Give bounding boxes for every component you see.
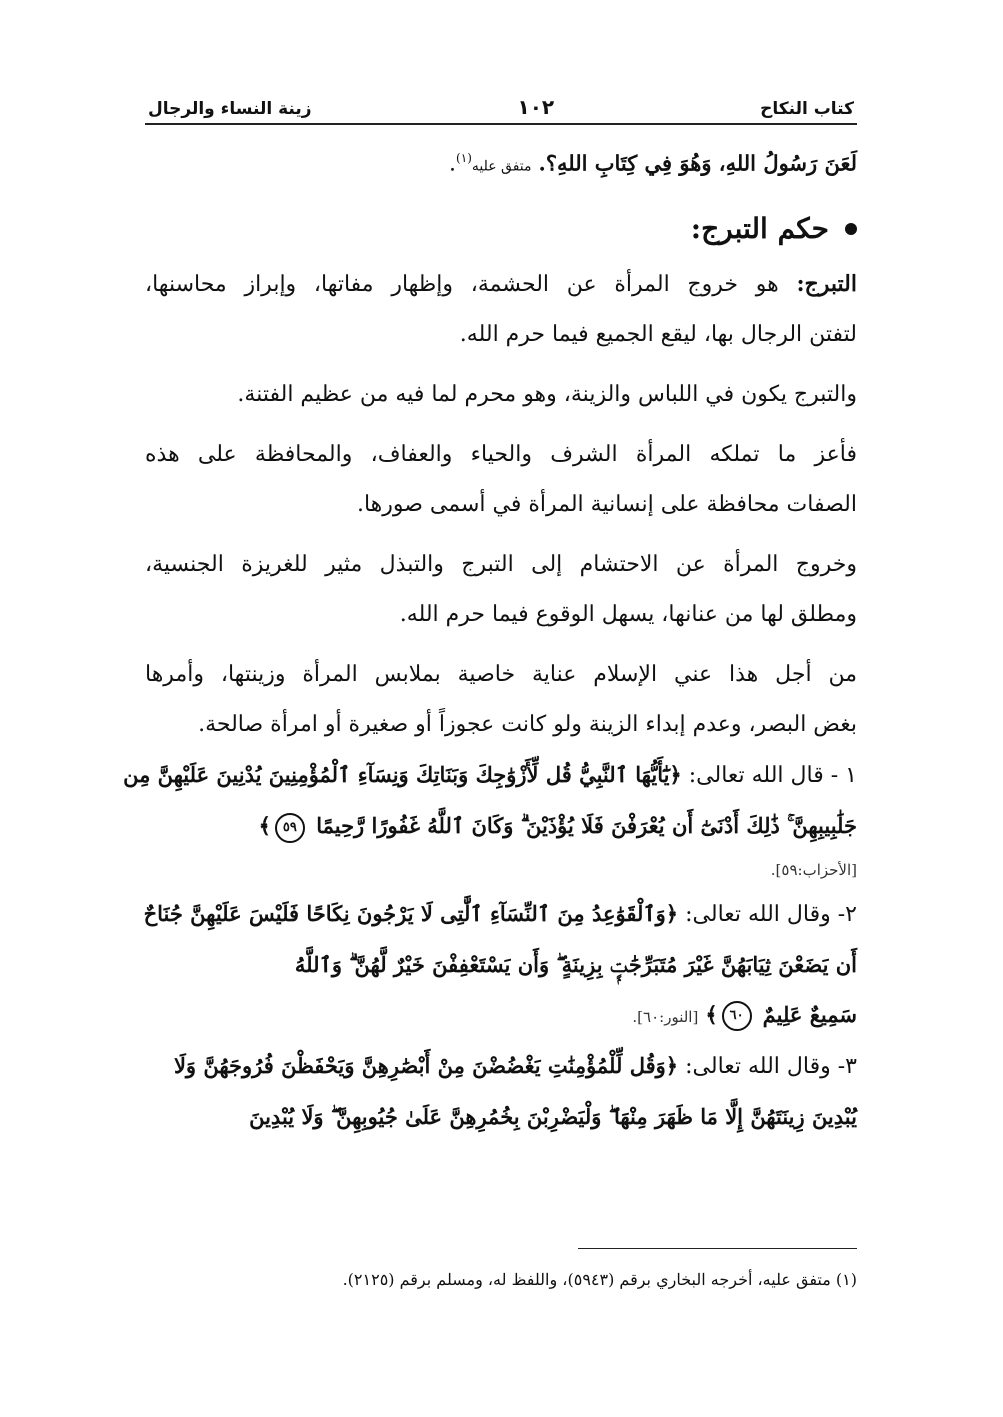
verse-line [145, 889, 857, 940]
footnote: (١) متفق عليه، أخرجه البخاري برقم (٥٩٤٣)، واللفظ له، ومسلم برقم (٢١٢٥). [342, 1270, 857, 1289]
paragraph-line: لتفتن الرجال بها، ليقع الجميع فيما حرم الله. [459, 322, 857, 348]
ayah-number-icon: ٦٠ [722, 1001, 752, 1031]
bullet-icon [845, 223, 857, 235]
opening-end: . [449, 151, 457, 177]
verse-item [123, 750, 857, 889]
verse-line [145, 1041, 857, 1092]
verse-number: ٣- [837, 1054, 857, 1080]
paragraph-definition [145, 259, 857, 360]
verse-line [123, 750, 857, 801]
verse-intro: وقال الله تعالى: [685, 1054, 831, 1080]
verse-close: ﴾ [705, 1002, 718, 1028]
header-rule [145, 123, 857, 125]
footnote-marker: (١) [456, 151, 472, 165]
opening-source: متفق عليه [471, 158, 532, 175]
verse-reference: [الأحزاب:٥٩]. [770, 861, 857, 880]
verse-text: سَمِيعٌ عَلِيمٌ [762, 1002, 857, 1028]
verse-intro: وقال الله تعالى: [685, 902, 831, 928]
verse-text: ﴿وَٱلْقَوَٰعِدُ مِنَ ٱلنِّسَآءِ ٱلَّٰتِى لَا يَرْجُونَ نِكَاحًا فَلَيْسَ عَلَيْهِنَّ جُنَاحٌ [143, 901, 679, 927]
ayah-number-icon: ٥٩ [275, 813, 305, 843]
paragraph-islam [145, 650, 857, 750]
paragraph-exit [145, 540, 857, 640]
text: هو خروج المرأة عن الحشمة، وإظهار مفاتها، وإبراز محاسنها، [145, 272, 779, 298]
verse-close: ﴾ [258, 813, 271, 839]
paragraph-honor [145, 430, 857, 530]
paragraph-line: والتبرج يكون في اللباس والزينة، وهو محرم لما فيه من عظيم الفتنة. [237, 382, 857, 408]
verse-item [145, 889, 857, 1041]
paragraph-line: الصفات محافظة على إنسانية المرأة في أسمى صورها. [356, 492, 857, 518]
header-book-title: كتاب النكاح [760, 99, 854, 119]
paragraph-line: ومطلق لها من عنانها، يسهل الوقوع فيما حرم الله. [399, 602, 857, 628]
paragraph-line: وخروج المرأة عن الاحتشام إلى التبرج والتبذل مثير للغريزة الجنسية، [145, 552, 857, 578]
running-header [145, 95, 857, 123]
term: التبرج: [796, 271, 857, 298]
paragraph-line: فأعز ما تملكه المرأة الشرف والحياء والعفاف، والمحافظة على هذه [145, 442, 857, 468]
page [123, 95, 857, 1142]
paragraph-line [145, 259, 857, 310]
verse-number: ٢- [837, 902, 857, 928]
paragraph-line: من أجل هذا عني الإسلام عناية خاصية بملابس المرأة وزينتها، وأمرها [145, 662, 857, 688]
verse-text: جَلَٰبِيبِهِنَّ ۚ ذَٰلِكَ أَدْنَىٰٓ أَن يُعْرَفْنَ فَلَا يُؤْذَيْنَ ۗ وَكَانَ ٱللَّهُ غَفُورًا رَّحِيمًا [316, 813, 857, 839]
verse-intro: قال الله تعالى: [688, 763, 824, 789]
verse-item [145, 1041, 857, 1142]
verse-text: ﴿وَقُل لِّلْمُؤْمِنَٰتِ يَغْضُضْنَ مِنْ أَبْصَٰرِهِنَّ وَيَحْفَظْنَ فُرُوجَهُنَّ وَلَا [173, 1053, 679, 1079]
verse-number: ١ - [830, 763, 857, 789]
verse-line [145, 801, 857, 851]
section-heading-text: حكم التبرج: [690, 212, 829, 246]
verse-line [145, 990, 857, 1041]
header-chapter-title: زينة النساء والرجال [148, 99, 312, 119]
section-heading [145, 199, 857, 259]
paragraph-line: بغض البصر، وعدم إبداء الزينة ولو كانت عجوزاً أو صغيرة أو امرأة صالحة. [198, 712, 857, 738]
verse-line: أَن يَضَعْنَ ثِيَابَهُنَّ غَيْرَ مُتَبَرِّجَٰتٍۭ بِزِينَةٍ ۖ وَأَن يَسْتَعْفِفْنَ خَيْرٌ لَّهُنَّ ۗ وَٱللَّهُ [294, 952, 857, 978]
verse-reference: [النور:٦٠]. [632, 1008, 699, 1027]
verse-line: يُبْدِينَ زِينَتَهُنَّ إِلَّا مَا ظَهَرَ مِنْهَا ۖ وَلْيَضْرِبْنَ بِخُمُرِهِنَّ عَلَىٰ جُيُوبِهِنَّ ۖ وَلَا يُبْدِينَ [249, 1104, 857, 1130]
opening-quote: لَعَنَ رَسُولُ اللهِ، وَهُوَ فِي كِتَابِ اللهِ؟. [538, 150, 857, 176]
page-number: ١٠٢ [517, 95, 555, 119]
paragraph-ruling [145, 370, 857, 420]
opening-line [145, 133, 857, 191]
footnote-rule [578, 1248, 857, 1249]
verse-text: ﴿يَٰٓأَيُّهَا ٱلنَّبِيُّ قُل لِّأَزْوَٰجِكَ وَبَنَاتِكَ وَنِسَآءِ ٱلْمُؤْمِنِينَ يُدْنِينَ عَلَيْهِنَّ مِن [123, 762, 682, 788]
